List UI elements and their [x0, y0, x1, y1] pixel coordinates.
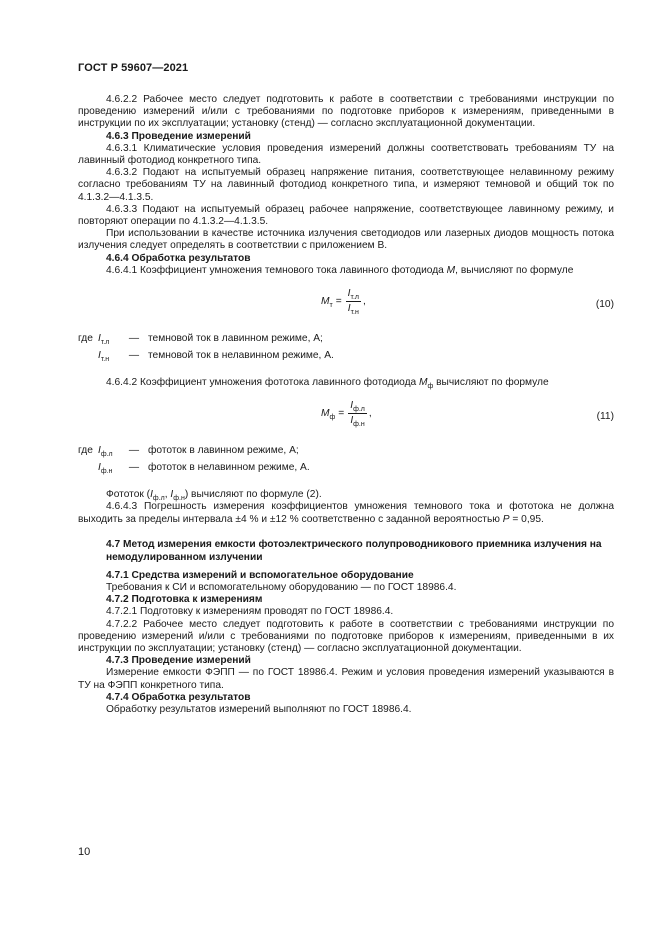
symbol-m: М — [446, 264, 456, 276]
document-header: ГОСТ Р 59607—2021 — [78, 62, 189, 74]
paragraph-4-6-4-2 — [78, 377, 614, 389]
formula-11-den-sub: ф.н — [353, 421, 365, 429]
page-number: 10 — [78, 846, 91, 858]
definition-row — [78, 333, 614, 350]
photocurrent-symbol-2: I — [170, 489, 174, 501]
photocurrent-symbol-1-sub: ф.л — [152, 495, 165, 503]
definition-text: темновой ток в нелавинном режиме, А. — [148, 350, 334, 362]
definition-symbol-sub: ф.л — [100, 451, 113, 459]
heading-4-7-4: 4.7.4 Обработка результатов — [106, 691, 251, 703]
formula-10-equals: = — [335, 295, 342, 307]
formula-11-num-sub: ф.л — [353, 406, 365, 414]
photocurrent-symbol-1: I — [150, 489, 153, 501]
definition-prefix: где — [78, 445, 93, 457]
heading-4-6-3: 4.6.3 Проведение измерений — [106, 130, 251, 142]
symbol-m-phi — [419, 377, 434, 391]
formula-10-lhs — [321, 296, 333, 308]
paragraph-4-6-4-2-end: вычисляют по формуле — [433, 377, 549, 389]
paragraph-4-6-4-3-end: = 0,95. — [509, 513, 544, 525]
formula-10-num-symbol: I — [347, 288, 351, 300]
formula-11-den-symbol: I — [350, 415, 354, 427]
paragraph-4-6-4-3 — [78, 501, 614, 525]
formula-11-definitions — [78, 445, 614, 479]
symbol-m-phi-sub: ф — [427, 383, 434, 391]
paragraph-4-6-4-1-text: 4.6.4.1 Коэффициент умножения темнового тока лавинного фотодиода — [106, 264, 447, 276]
definition-symbol-sub: т.н — [100, 356, 110, 364]
symbol-m-phi-letter: М — [419, 377, 428, 389]
formula-10-lhs-symbol: М — [321, 295, 330, 307]
formula-10-denominator — [346, 302, 361, 315]
definition-dash: — — [128, 445, 140, 457]
definition-dash: — — [128, 350, 140, 362]
formula-10-den-symbol: I — [347, 303, 351, 315]
definition-symbol — [98, 462, 120, 474]
definition-symbol-letter: I — [98, 462, 101, 474]
formula-10-numerator — [346, 288, 361, 302]
formula-11-lhs-symbol: М — [321, 407, 330, 419]
document-body — [78, 94, 614, 716]
heading-4-7-3: 4.7.3 Проведение измерений — [106, 655, 251, 667]
formula-10-body — [321, 288, 366, 315]
formula-11-fraction — [348, 400, 367, 427]
formula-11-number: (11) — [596, 411, 614, 423]
paragraph-radiation-source: При использовании в качестве источника излучения светодиодов или лазерных диодов мощность потока излучения следует определять в соответствии с приложением В. — [78, 228, 614, 252]
definition-symbol — [98, 350, 120, 362]
formula-11-equals: = — [338, 407, 345, 419]
definition-symbol-letter: I — [98, 350, 101, 362]
paragraph-4-6-3-2: 4.6.3.2 Подают на испытуемый образец напряжение питания, соответствующее нелавинному режиму согласно требованиям ТУ на лавинный фотодиод конкретного типа, и измеряют темновой и общий ток по 4.1.3.2—4.1.3.5. — [78, 167, 614, 203]
formula-10 — [78, 287, 614, 325]
formula-10-number: (10) — [595, 299, 614, 311]
formula-11-body — [321, 400, 372, 427]
formula-11-num-symbol: I — [350, 400, 354, 412]
paragraph-4-7-2-1: 4.7.2.1 Подготовку к измерениям проводят по ГОСТ 18986.4. — [106, 606, 394, 618]
paragraph-4-6-3-1: 4.6.3.1 Климатические условия проведения измерений должны соответствовать требованиям ТУ на лавинный фотодиод конкретного типа. — [78, 142, 614, 167]
formula-10-comma: , — [362, 295, 366, 307]
formula-11-denominator — [348, 414, 366, 427]
photocurrent-symbol-2-sub: ф.н — [173, 495, 185, 503]
paragraph-4-6-4-2-text: 4.6.4.2 Коэффициент умножения фототока лавинного фотодиода — [106, 377, 420, 389]
section-heading-4-7: 4.7 Метод измерения емкости фотоэлектрического полупроводникового приемника излучения на немодулированном излучении — [106, 538, 602, 563]
formula-10-fraction — [346, 288, 361, 315]
definition-symbol — [98, 445, 120, 457]
formula-11-lhs-sub: ф — [329, 413, 336, 421]
definition-symbol-letter: I — [98, 333, 101, 345]
paragraph-4-7-1: Требования к СИ и вспомогательному оборудованию — по ГОСТ 18986.4. — [106, 582, 457, 594]
photocurrent-text-a: Фототок ( — [106, 489, 151, 501]
formula-11-comma: , — [368, 407, 372, 419]
paragraph-4-7-4: Обработку результатов измерений выполняют по ГОСТ 18986.4. — [106, 704, 412, 716]
formula-11 — [78, 399, 614, 437]
definition-row — [78, 462, 614, 479]
paragraph-4-6-4-1-end: , вычисляют по формуле — [455, 264, 574, 276]
definition-text: темновой ток в лавинном режиме, А; — [148, 333, 323, 345]
heading-4-7-1: 4.7.1 Средства измерений и вспомогательное оборудование — [106, 569, 414, 581]
definition-symbol-sub: т.л — [100, 339, 110, 347]
definition-symbol — [98, 333, 120, 345]
heading-4-6-4: 4.6.4 Обработка результатов — [106, 252, 251, 264]
definition-prefix: где — [78, 333, 93, 345]
definition-text: фототок в лавинном режиме, А; — [148, 445, 299, 457]
definition-text: фототок в нелавинном режиме, А. — [148, 462, 310, 474]
formula-10-num-sub: т.л — [350, 294, 359, 302]
definition-symbol-sub: ф.н — [100, 468, 113, 476]
definition-symbol-letter: I — [98, 445, 101, 457]
definition-row — [78, 350, 614, 367]
formula-10-definitions — [78, 333, 614, 367]
formula-11-lhs — [321, 408, 335, 420]
heading-4-7-2: 4.7.2 Подготовка к измерениям — [106, 594, 263, 606]
photocurrent-text-b: , — [164, 489, 171, 501]
paragraph-4-6-4-3-text: 4.6.4.3 Погрешность измерения коэффициентов умножения темнового тока и фототока не должна выходить за пределы интервала ±4 % и ±12 % соответственно с заданной вероятностью — [78, 501, 614, 525]
paragraph-4-6-3-3: 4.6.3.3 Подают на испытуемый образец рабочее напряжение, соответствующее лавинному режиму, и повторяют операции по 4.1.3.2—4.1.3.5. — [78, 203, 614, 228]
formula-10-lhs-sub: т — [329, 301, 333, 309]
definition-dash: — — [128, 333, 140, 345]
formula-11-numerator — [348, 400, 367, 414]
definition-row — [78, 445, 614, 462]
paragraph-4-6-4-1 — [78, 265, 614, 277]
paragraph-4-7-2-2: 4.7.2.2 Рабочее место следует подготовить к работе в соответствии с требованиями инструкции по проведению измерений и/или с требованиями по подготовке приборов к измерениям, приведенными в их инструкции по эксплуатации; установку (стенд) — согласно эксплуатационной документации. — [78, 618, 614, 655]
symbol-p: Р — [502, 513, 510, 525]
formula-10-den-sub: т.н — [350, 309, 359, 317]
definition-dash: — — [128, 462, 140, 474]
paragraph-photocurrent — [78, 489, 614, 501]
paragraph-4-6-2-2: 4.6.2.2 Рабочее место следует подготовить к работе в соответствии с требованиями инструкции по проведению измерений и/или с требованиями по подготовке приборов к измерениям, приведенными в инструкции по их эксплуатации; установку (стенд) — согласно эксплуатационной документации. — [78, 94, 614, 130]
document-page — [78, 0, 616, 935]
paragraph-4-7-3: Измерение емкости ФЭПП — по ГОСТ 18986.4. Режим и условия проведения измерений указываются в ТУ на ФЭПП конкретного типа. — [78, 667, 614, 691]
photocurrent-text-c: ) вычисляют по формуле (2). — [184, 489, 322, 501]
